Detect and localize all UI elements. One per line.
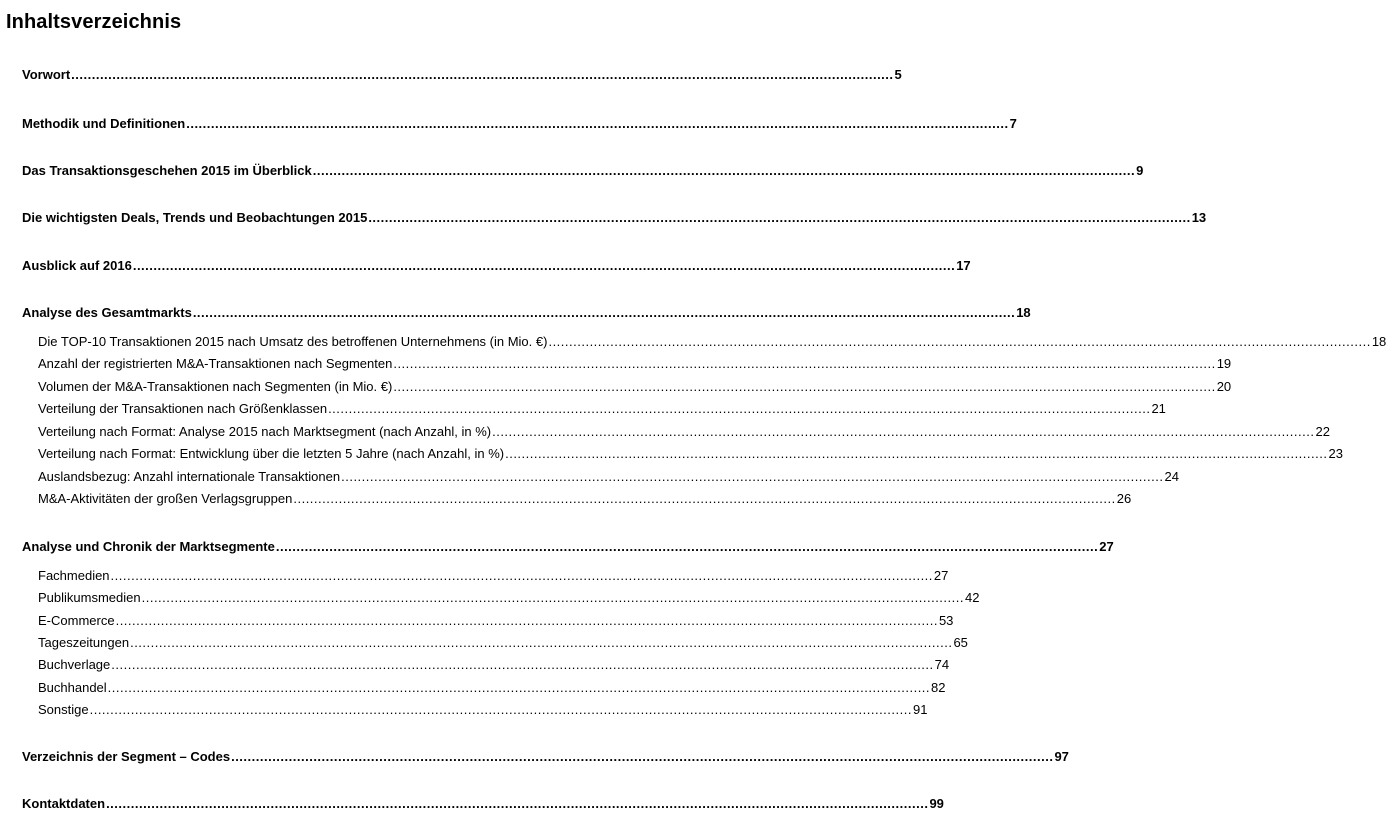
toc-entry-page: 13 [1191,210,1207,225]
toc-entry-page: 42 [964,590,980,605]
toc-subentry[interactable] [38,590,980,605]
toc-entry-title: Verteilung nach Format: Entwicklung über die letzten 5 Jahre (nach Anzahl, in %) [38,446,505,461]
toc-entry-title: Verzeichnis der Segment – Codes [22,749,231,764]
dot-leader: ........................................................................................................................................................................................................ [492,424,1315,439]
dot-leader: ........................................................................................................................................................................................................ [293,491,1116,506]
toc-entry-title: Das Transaktionsgeschehen 2015 im Überblick [22,163,312,178]
toc-subentry[interactable] [38,702,928,717]
toc-subentry[interactable] [38,424,1330,439]
toc-entry-title: Volumen der M&A-Transaktionen nach Segmenten (in Mio. €) [38,379,393,394]
dot-leader: ........................................................................................................................................................................................................ [130,635,953,650]
dot-leader: ........................................................................................................................................................................................................ [275,539,1099,554]
toc-entry-title: Verteilung der Transaktionen nach Größenklassen [38,401,328,416]
toc-entry-title: Auslandsbezug: Anzahl internationale Transaktionen [38,469,341,484]
toc-entry-title: Methodik und Definitionen [22,116,186,131]
dot-leader: ........................................................................................................................................................................................................ [115,613,938,628]
toc-entry-page: 23 [1328,446,1343,461]
toc-subentry[interactable] [38,469,1179,484]
toc-entry-page: 7 [1009,116,1017,131]
toc-entry[interactable] [22,796,944,811]
dot-leader: ........................................................................................................................................................................................................ [312,163,1136,178]
dot-leader: ........................................................................................................................................................................................................ [393,379,1216,394]
dot-leader: ........................................................................................................................................................................................................ [368,210,1191,225]
dot-leader: ........................................................................................................................................................................................................ [132,258,956,273]
toc-entry[interactable] [22,305,1031,320]
toc-entry-title: Sonstige [38,702,89,717]
dot-leader: ........................................................................................................................................................................................................ [231,749,1054,764]
toc-entry[interactable] [22,539,1114,554]
toc-entry-page: 27 [1099,539,1114,554]
toc-subentry[interactable] [38,446,1343,461]
dot-leader: ........................................................................................................................................................................................................ [393,356,1216,371]
dot-leader: ........................................................................................................................................................................................................ [505,446,1328,461]
toc-entry-title: M&A-Aktivitäten der großen Verlagsgruppen [38,491,293,506]
toc-entry-title: Fachmedien [38,568,110,583]
page-title: Inhaltsverzeichnis [6,11,182,33]
dot-leader: ........................................................................................................................................................................................................ [548,334,1371,349]
toc-entry[interactable] [22,749,1069,764]
toc-entry[interactable] [22,258,971,273]
toc-entry-title: Verteilung nach Format: Analyse 2015 nach Marktsegment (nach Anzahl, in %) [38,424,492,439]
dot-leader: ........................................................................................................................................................................................................ [107,680,931,695]
toc-subentry[interactable] [38,613,954,628]
toc-subentry[interactable] [38,491,1132,506]
dot-leader: ........................................................................................................................................................................................................ [110,568,933,583]
toc-entry-page: 20 [1216,379,1232,394]
toc-entry[interactable] [22,163,1144,178]
toc-entry[interactable] [22,67,902,82]
dot-leader: ........................................................................................................................................................................................................ [106,796,929,811]
toc-entry-page: 99 [929,796,944,811]
toc-entry-page: 18 [1371,334,1386,349]
toc-subentry[interactable] [38,401,1166,416]
toc-entry[interactable] [22,210,1207,225]
toc-entry-page: 91 [912,702,928,717]
toc-subentry[interactable] [38,379,1232,394]
dot-leader: ........................................................................................................................................................................................................ [192,305,1016,320]
dot-leader: ........................................................................................................................................................................................................ [111,657,934,672]
toc-entry-page: 82 [931,680,946,695]
toc-entry-page: 65 [953,635,968,650]
toc-entry-page: 18 [1016,305,1031,320]
toc-entry[interactable] [22,116,1017,131]
dot-leader: ........................................................................................................................................................................................................ [141,590,964,605]
toc-subentry[interactable] [38,568,949,583]
toc-entry-page: 17 [956,258,971,273]
toc-subentry[interactable] [38,334,1386,349]
toc-entry-page: 19 [1216,356,1232,371]
toc-entry-page: 97 [1054,749,1069,764]
toc-entry-page: 21 [1151,401,1166,416]
toc-subentry[interactable] [38,657,950,672]
toc-entry-title: Buchverlage [38,657,111,672]
toc-entry-title: Buchhandel [38,680,107,695]
dot-leader: ........................................................................................................................................................................................................ [341,469,1164,484]
toc-entry-title: Ausblick auf 2016 [22,258,132,273]
toc-entry-title: Die wichtigsten Deals, Trends und Beobachtungen 2015 [22,210,368,225]
dot-leader: ........................................................................................................................................................................................................ [186,116,1009,131]
dot-leader: ........................................................................................................................................................................................................ [328,401,1151,416]
toc-entry-title: Anzahl der registrierten M&A-Transaktionen nach Segmenten [38,356,393,371]
toc-subentry[interactable] [38,680,946,695]
toc-subentry[interactable] [38,356,1232,371]
toc-entry-page: 74 [934,657,950,672]
toc-entry-page: 26 [1116,491,1132,506]
toc-entry-page: 5 [894,67,902,82]
toc-entry-title: Vorwort [22,67,71,82]
toc-entry-page: 9 [1136,163,1144,178]
toc-entry-title: Die TOP-10 Transaktionen 2015 nach Umsatz des betroffenen Unternehmens (in Mio. €) [38,334,548,349]
dot-leader: ........................................................................................................................................................................................................ [71,67,894,82]
toc-entry-title: Publikumsmedien [38,590,141,605]
toc-subentry[interactable] [38,635,968,650]
toc-entry-title: Kontaktdaten [22,796,106,811]
toc-entry-title: Tageszeitungen [38,635,130,650]
toc-entry-page: 27 [933,568,949,583]
toc-entry-title: Analyse und Chronik der Marktsegmente [22,539,275,554]
toc-entry-title: E-Commerce [38,613,115,628]
toc-entry-page: 22 [1315,424,1330,439]
toc-entry-page: 24 [1164,469,1179,484]
toc-entry-title: Analyse des Gesamtmarkts [22,305,192,320]
toc-entry-page: 53 [938,613,954,628]
dot-leader: ........................................................................................................................................................................................................ [89,702,912,717]
